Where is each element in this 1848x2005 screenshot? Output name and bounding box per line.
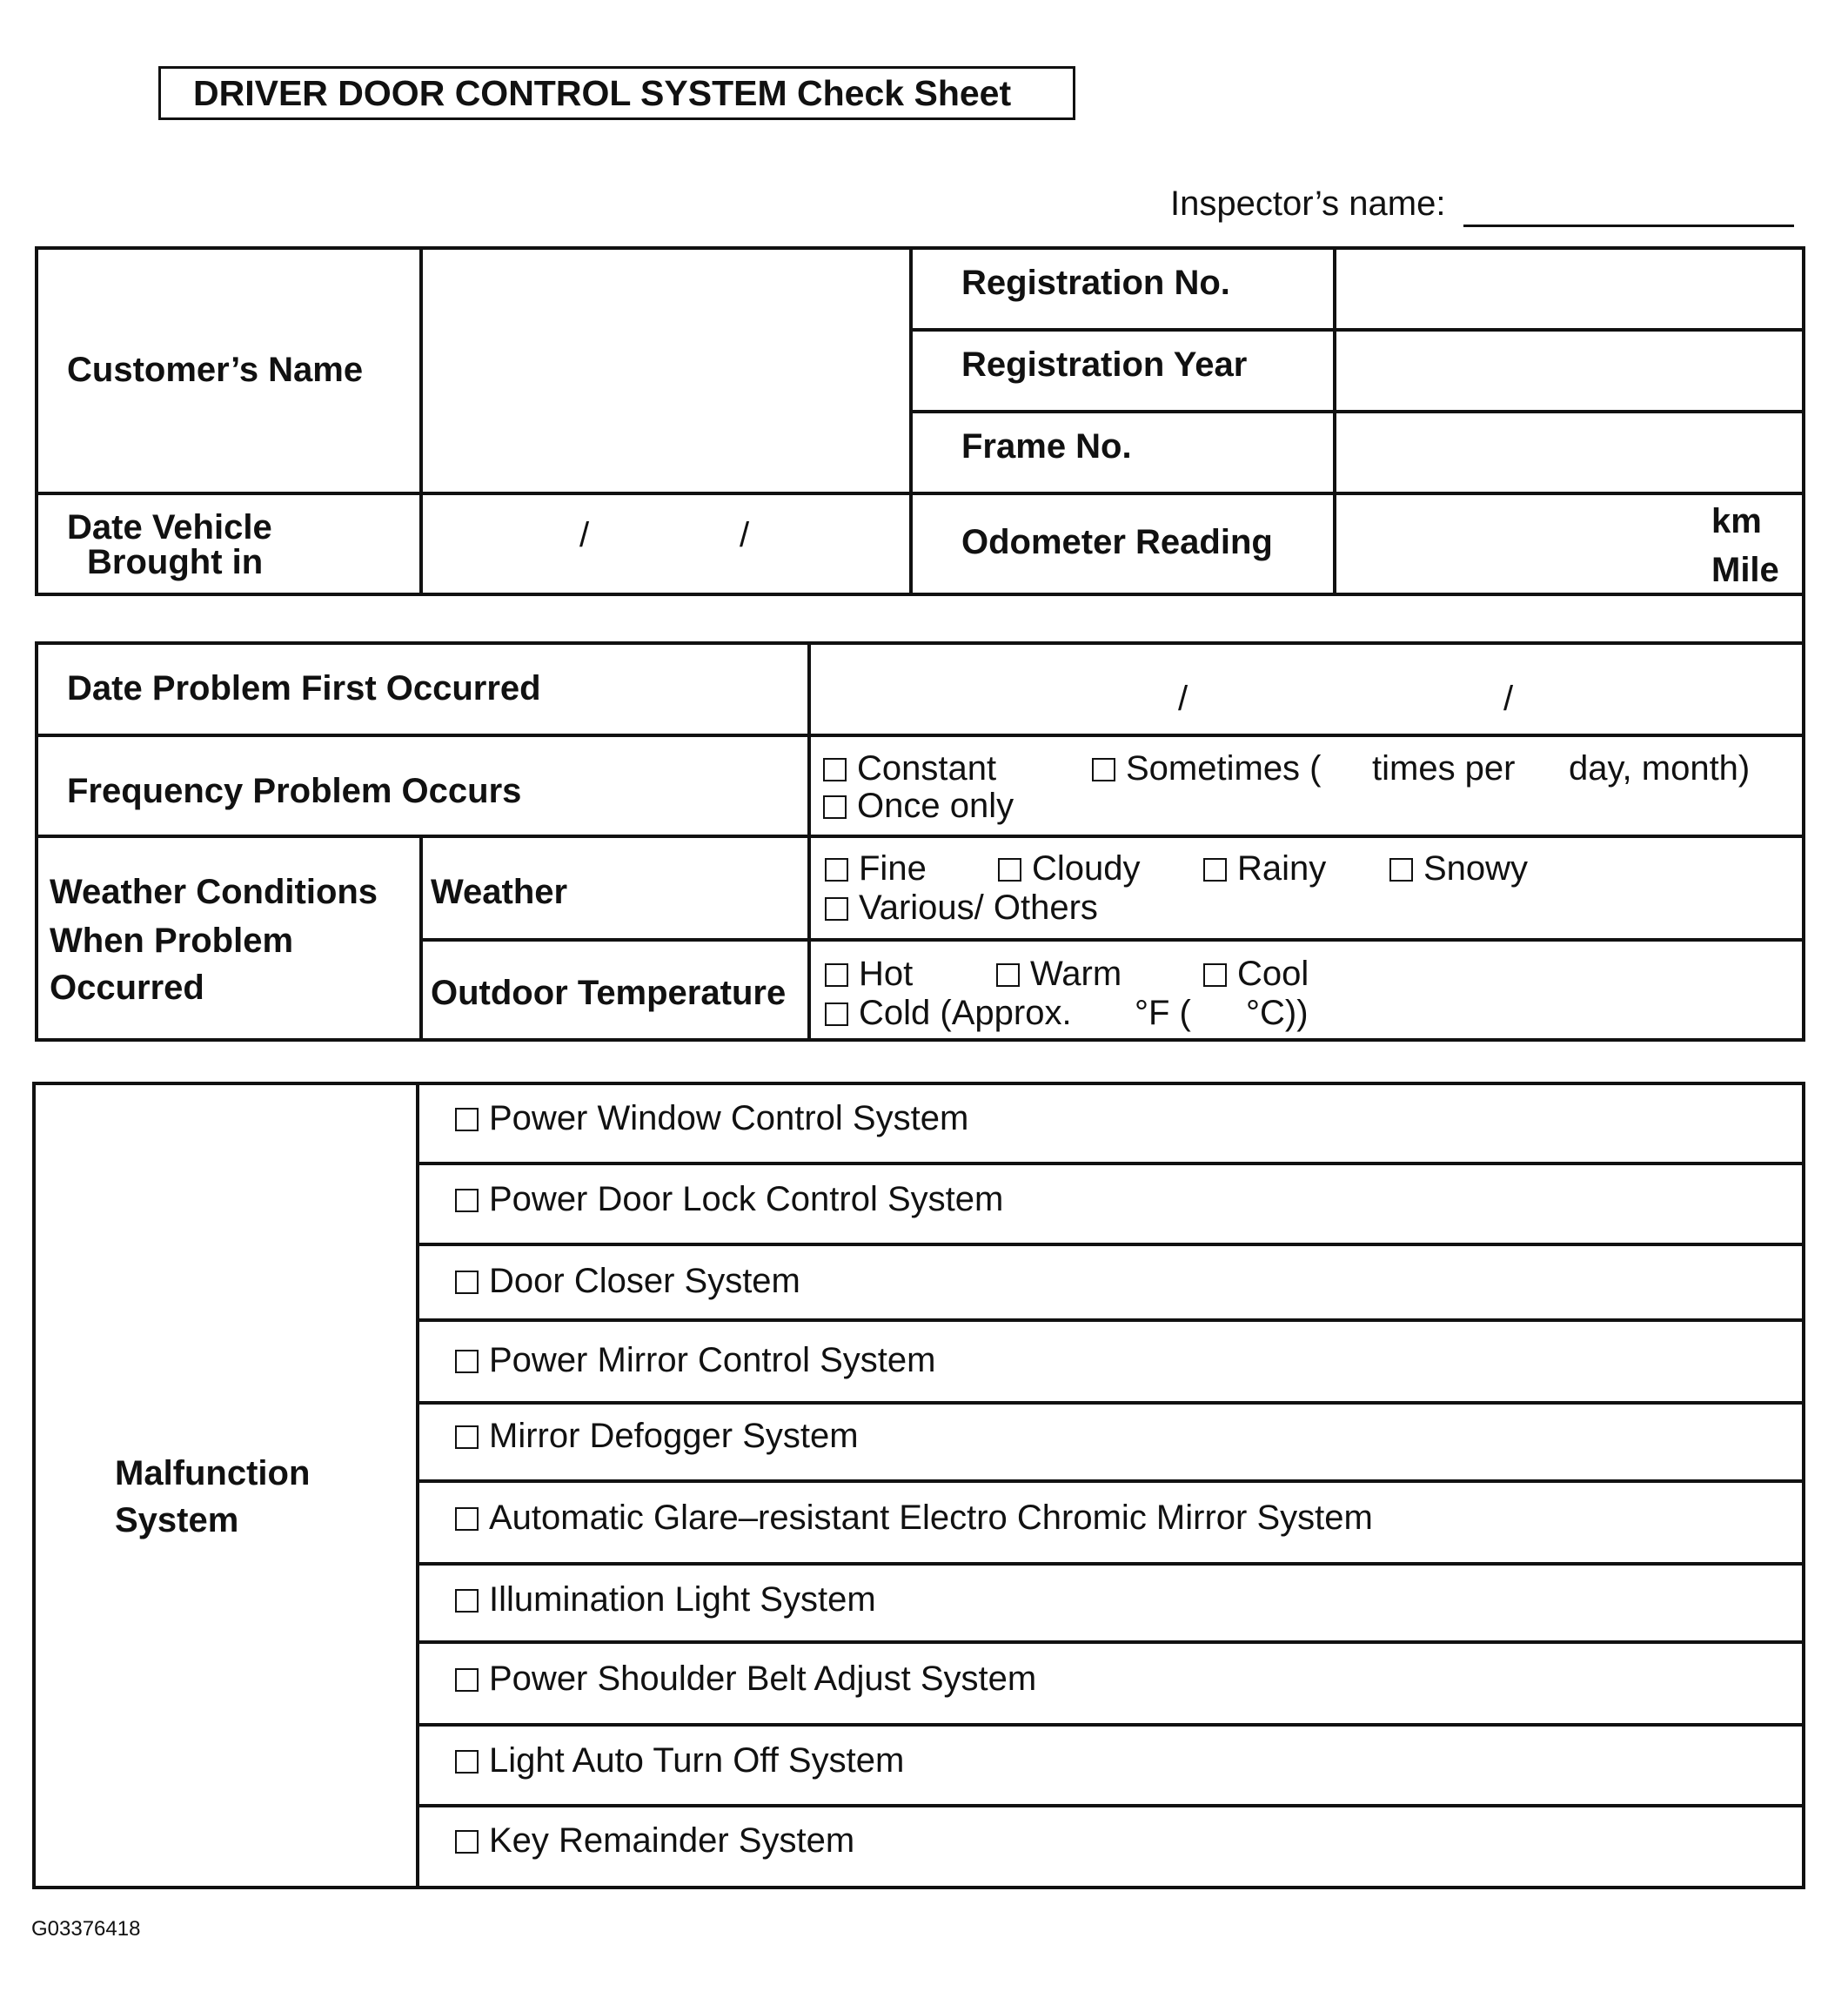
checkbox[interactable] (455, 1668, 479, 1692)
times-per-label: times per (1372, 749, 1516, 788)
date-slash: / (1503, 680, 1514, 718)
date-slash: / (740, 516, 750, 554)
option-fine[interactable]: Fine (825, 848, 927, 889)
system-power-shoulder-belt[interactable]: Power Shoulder Belt Adjust System (455, 1659, 1036, 1699)
date-slash: / (1178, 680, 1188, 718)
option-cloudy[interactable]: Cloudy (998, 848, 1141, 889)
checkbox[interactable] (455, 1507, 479, 1531)
odometer-field[interactable] (1338, 496, 1686, 592)
system-power-window[interactable]: Power Window Control System (455, 1098, 968, 1138)
system-door-closer[interactable]: Door Closer System (455, 1261, 800, 1301)
option-sometimes[interactable]: Sometimes ( (1092, 748, 1322, 788)
checkbox[interactable] (823, 795, 847, 819)
date-first-occurred-field[interactable] (813, 646, 1799, 731)
customer-name-field[interactable] (425, 251, 907, 490)
system-illumination-light[interactable]: Illumination Light System (455, 1579, 876, 1619)
checkbox[interactable] (1203, 858, 1227, 882)
option-cold[interactable]: Cold (Approx. (825, 993, 1072, 1033)
option-constant[interactable]: Constant (823, 748, 996, 788)
day-month-label: day, month) (1569, 749, 1751, 788)
system-light-auto-turn-off[interactable]: Light Auto Turn Off System (455, 1740, 904, 1780)
option-various-others[interactable]: Various/ Others (825, 888, 1098, 928)
system-power-door-lock[interactable]: Power Door Lock Control System (455, 1179, 1003, 1219)
checkbox[interactable] (825, 1002, 848, 1026)
table-connector (1802, 593, 1805, 645)
registration-year-field[interactable] (1338, 332, 1799, 407)
weather-conditions-label-line1: Weather Conditions (50, 873, 378, 911)
unit-celsius: °C)) (1246, 994, 1309, 1032)
checkbox[interactable] (825, 963, 848, 987)
option-warm[interactable]: Warm (996, 954, 1122, 994)
frame-no-field[interactable] (1338, 414, 1799, 489)
option-hot[interactable]: Hot (825, 954, 913, 994)
unit-fahrenheit: °F ( (1135, 994, 1191, 1032)
checkbox[interactable] (1389, 858, 1413, 882)
checkbox[interactable] (1203, 963, 1227, 987)
system-power-mirror[interactable]: Power Mirror Control System (455, 1340, 935, 1380)
registration-no-label: Registration No. (961, 264, 1230, 302)
weather-conditions-label-line3: Occurred (50, 969, 204, 1007)
checkbox[interactable] (455, 1589, 479, 1613)
odometer-label: Odometer Reading (961, 523, 1273, 561)
checkbox[interactable] (455, 1189, 479, 1212)
checkbox[interactable] (1092, 758, 1115, 781)
frame-no-label: Frame No. (961, 427, 1132, 466)
date-brought-field[interactable] (425, 496, 907, 592)
option-cool[interactable]: Cool (1203, 954, 1309, 994)
option-once-only[interactable]: Once only (823, 786, 1014, 826)
registration-year-label: Registration Year (961, 345, 1248, 384)
date-brought-label-line1: Date Vehicle (67, 508, 272, 547)
figure-id: G03376418 (31, 1917, 141, 1941)
checkbox[interactable] (825, 858, 848, 882)
page-title: DRIVER DOOR CONTROL SYSTEM Check Sheet (193, 73, 1012, 113)
checkbox[interactable] (455, 1350, 479, 1373)
checkbox[interactable] (823, 758, 847, 781)
malfunction-label-line1: Malfunction (115, 1454, 311, 1492)
weather-conditions-label-line2: When Problem (50, 922, 294, 960)
inspector-name-field[interactable] (1463, 225, 1794, 227)
date-slash: / (579, 516, 590, 554)
checkbox[interactable] (455, 1108, 479, 1131)
malfunction-label-line2: System (115, 1501, 239, 1539)
checkbox[interactable] (455, 1830, 479, 1854)
weather-label: Weather (431, 873, 568, 911)
frequency-label: Frequency Problem Occurs (67, 772, 522, 810)
odometer-unit-km: km (1711, 502, 1762, 540)
date-brought-label-line2: Brought in (87, 543, 264, 581)
customer-name-label: Customer’s Name (67, 351, 364, 389)
checkbox[interactable] (996, 963, 1020, 987)
system-electro-chromic-mirror[interactable]: Automatic Glare–resistant Electro Chromic Mirror System (455, 1498, 1373, 1538)
option-rainy[interactable]: Rainy (1203, 848, 1326, 889)
checkbox[interactable] (998, 858, 1021, 882)
outdoor-temperature-label: Outdoor Temperature (431, 974, 787, 1012)
checkbox[interactable] (825, 897, 848, 921)
checkbox[interactable] (455, 1271, 479, 1294)
option-snowy[interactable]: Snowy (1389, 848, 1528, 889)
system-mirror-defogger[interactable]: Mirror Defogger System (455, 1416, 859, 1456)
odometer-unit-mile: Mile (1711, 551, 1779, 589)
inspector-label: Inspector’s name: (1170, 184, 1446, 223)
date-first-occurred-label: Date Problem First Occurred (67, 669, 541, 707)
registration-no-field[interactable] (1338, 251, 1799, 325)
system-key-remainder[interactable]: Key Remainder System (455, 1821, 854, 1861)
checkbox[interactable] (455, 1425, 479, 1449)
checkbox[interactable] (455, 1750, 479, 1774)
